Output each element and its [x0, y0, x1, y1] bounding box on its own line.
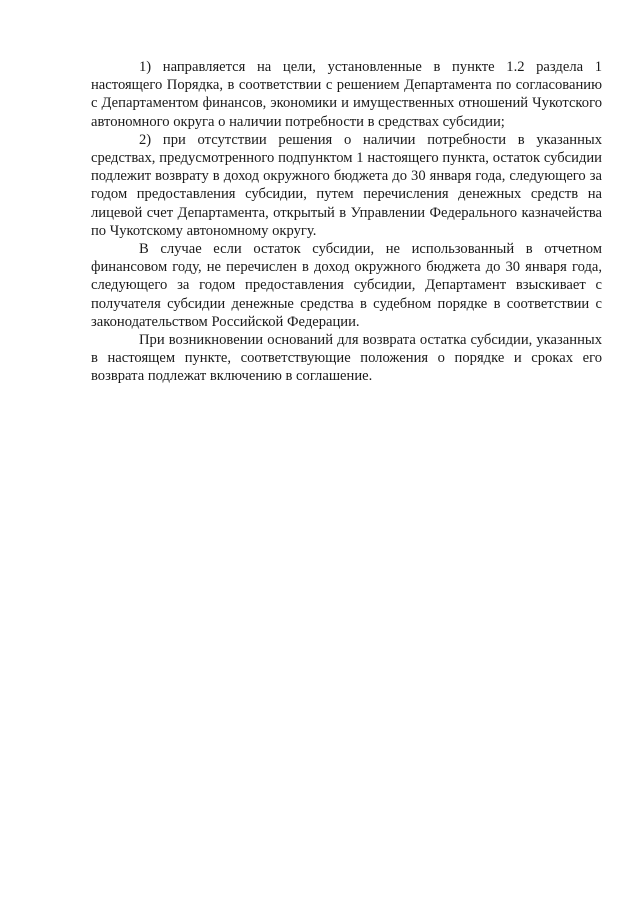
paragraph-item-2-return: 2) при отсутствии решения о наличии потребности в указанных средствах, предусмотренного подпунктом 1 настоящего пункта, остаток субсидии подлежит возврату в доход окружного бюджета до 30 января года, следующего за годом предоставления субсидии, путем перечисления денежных средств на лицевой счет Департамента, открытый в Управлении Федерального казначейства по Чукотскому автономному округу. — [91, 131, 602, 239]
document-body — [91, 58, 602, 386]
paragraph-item-1-direction: 1) направляется на цели, установленные в пункте 1.2 раздела 1 настоящего Порядка, в соответствии с решением Департамента по согласованию с Департаментом финансов, экономики и имущественных отношений Чукотского автономного округа о наличии потребности в средствах субсидии; — [91, 59, 602, 130]
paragraph-unused-balance-recovery: В случае если остаток субсидии, не использованный в отчетном финансовом году, не перечислен в доход окружного бюджета до 30 января года, следующего за годом предоставления субсидии, Департамент взыскивает с получателя субсидии денежные средства в судебном порядке в соответствии с законодательством Российской Федерации. — [91, 241, 602, 330]
paragraph-agreement-provisions: При возникновении оснований для возврата остатка субсидии, указанных в настоящем пункте, соответствующие положения о порядке и сроках его возврата подлежат включению в соглашение. — [91, 332, 602, 385]
